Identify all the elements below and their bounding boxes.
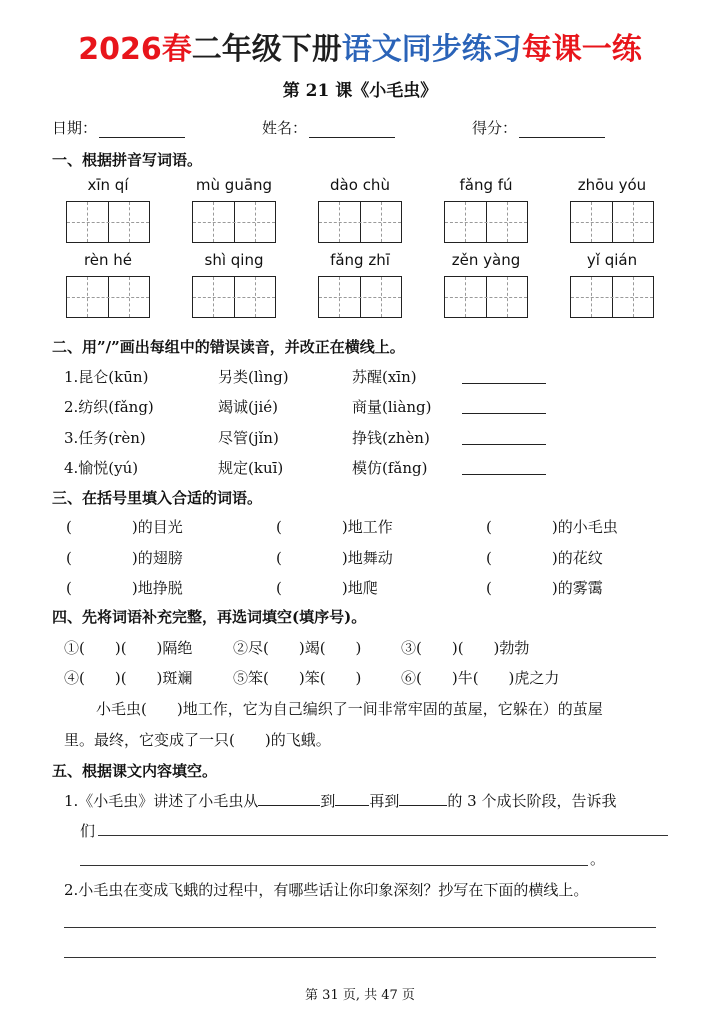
fill-phrase[interactable]: ( )地爬 xyxy=(276,579,378,597)
answer-line[interactable] xyxy=(64,956,656,958)
page-number: 第 31 页, 共 47 页 xyxy=(305,988,415,1003)
pronunciation-item: 另类(lìng) xyxy=(218,368,289,386)
correction-line[interactable] xyxy=(462,382,546,384)
answer-line[interactable] xyxy=(64,926,656,928)
pinyin-label: zhōu yóu xyxy=(577,176,647,194)
idiom-item[interactable]: ④( )( )斑斓 xyxy=(64,669,193,687)
idiom-item[interactable]: ⑤笨( )笨( ) xyxy=(233,669,362,687)
date-field xyxy=(52,117,185,138)
section5-title: 五、根据课文内容填空。 xyxy=(52,762,218,780)
fill-phrase[interactable]: ( )的小毛虫 xyxy=(486,518,618,536)
writing-grid[interactable] xyxy=(318,201,402,243)
pinyin-label: fǎng fú xyxy=(459,176,513,194)
writing-grid[interactable] xyxy=(318,276,402,318)
pinyin-label: shì qing xyxy=(204,251,264,269)
fill-phrase[interactable]: ( )的雾霭 xyxy=(486,579,603,597)
paragraph-line: 小毛虫( )地工作，它为自己编织了一间非常牢固的茧屋，它躲在）的茧屋 xyxy=(96,700,603,718)
writing-grid[interactable] xyxy=(66,276,150,318)
pronunciation-item: 挣钱(zhèn) xyxy=(352,429,430,447)
q1-period: 。 xyxy=(590,850,606,868)
pinyin-label: rèn hé xyxy=(83,251,133,269)
pinyin-label: fǎng zhī xyxy=(330,251,390,269)
fill-phrase[interactable]: ( )的花纹 xyxy=(486,549,603,567)
fill-phrase[interactable]: ( )的目光 xyxy=(66,518,183,536)
fill-phrase[interactable]: ( )的翅膀 xyxy=(66,549,183,567)
pinyin-label: zěn yàng xyxy=(451,251,521,269)
lesson-title: 第 21 课《小毛虫》 xyxy=(282,81,438,101)
pronunciation-item: 模仿(fǎng) xyxy=(352,459,428,477)
date-label: 日期： xyxy=(52,119,98,137)
question-1 xyxy=(64,790,616,811)
correction-line[interactable] xyxy=(462,412,546,414)
section3-title: 三、在括号里填入合适的词语。 xyxy=(52,489,263,507)
fill-phrase[interactable]: ( )地舞动 xyxy=(276,549,393,567)
q1-blank-2[interactable] xyxy=(335,791,369,806)
date-blank[interactable] xyxy=(99,123,185,138)
paragraph-line: 里。最终，它变成了一只( )的飞蛾。 xyxy=(64,731,331,749)
section2-title: 二、用”/”画出每组中的错误读音，并改正在横线上。 xyxy=(52,338,405,356)
writing-grid[interactable] xyxy=(192,276,276,318)
writing-grid[interactable] xyxy=(192,201,276,243)
idiom-item[interactable]: ②尽( )竭( ) xyxy=(233,639,362,657)
answer-line[interactable] xyxy=(98,834,668,836)
answer-line[interactable] xyxy=(80,864,588,866)
pinyin-label: xīn qí xyxy=(87,176,129,194)
q1-text-c: 再到 xyxy=(369,792,400,810)
idiom-item[interactable]: ③( )( )勃勃 xyxy=(401,639,530,657)
fill-phrase[interactable]: ( )地挣脱 xyxy=(66,579,183,597)
pronunciation-item: 尽管(jǐn) xyxy=(218,429,279,447)
correction-line[interactable] xyxy=(462,473,546,475)
idiom-item[interactable]: ⑥( )牛( )虎之力 xyxy=(401,669,560,687)
writing-grid[interactable] xyxy=(570,201,654,243)
q1-blank-1[interactable] xyxy=(258,791,320,806)
title-part-subject: 语文同步练习 xyxy=(341,32,522,67)
pronunciation-item: 1.昆仑(kūn) xyxy=(64,368,149,386)
pronunciation-item: 竭诚(jié) xyxy=(218,398,279,416)
name-label: 姓名： xyxy=(262,119,308,137)
section4-title: 四、先将词语补充完整，再选词填空(填序号)。 xyxy=(52,608,367,626)
writing-grid[interactable] xyxy=(66,201,150,243)
pronunciation-item: 苏醒(xīn) xyxy=(352,368,417,386)
score-field xyxy=(472,117,605,138)
writing-grid[interactable] xyxy=(444,201,528,243)
q1-continuation: 们 xyxy=(80,822,96,840)
q1-text-a: 1.《小毛虫》讲述了小毛虫从 xyxy=(64,792,259,810)
section1-title: 一、根据拼音写词语。 xyxy=(52,151,203,169)
pinyin-label: yǐ qián xyxy=(586,251,638,269)
q1-text-b: 到 xyxy=(320,792,336,810)
title-part-year: 2026春 xyxy=(78,32,192,67)
pronunciation-item: 4.愉悦(yú) xyxy=(64,459,139,477)
writing-grid[interactable] xyxy=(570,276,654,318)
question-2: 2.小毛虫在变成飞蛾的过程中，有哪些话让你印象深刻？抄写在下面的横线上。 xyxy=(64,881,589,899)
name-field xyxy=(262,117,395,138)
idiom-item[interactable]: ①( )( )隔绝 xyxy=(64,639,193,657)
pronunciation-item: 3.任务(rèn) xyxy=(64,429,146,447)
title-part-grade: 二年级下册 xyxy=(191,32,342,67)
score-blank[interactable] xyxy=(519,123,605,138)
correction-line[interactable] xyxy=(462,443,546,445)
pronunciation-item: 规定(kuī) xyxy=(218,459,284,477)
pronunciation-item: 商量(liàng) xyxy=(352,398,432,416)
pinyin-label: dào chù xyxy=(330,176,390,194)
pronunciation-item: 2.纺织(fǎng) xyxy=(64,398,154,416)
writing-grid[interactable] xyxy=(444,276,528,318)
q1-blank-3[interactable] xyxy=(399,791,447,806)
score-label: 得分： xyxy=(472,119,518,137)
title-part-series: 每课一练 xyxy=(521,32,642,67)
page-title xyxy=(0,28,720,72)
name-blank[interactable] xyxy=(309,123,395,138)
q1-text-d: 的 3 个成长阶段，告诉我 xyxy=(447,792,617,810)
fill-phrase[interactable]: ( )地工作 xyxy=(276,518,393,536)
pinyin-label: mù guāng xyxy=(195,176,273,194)
